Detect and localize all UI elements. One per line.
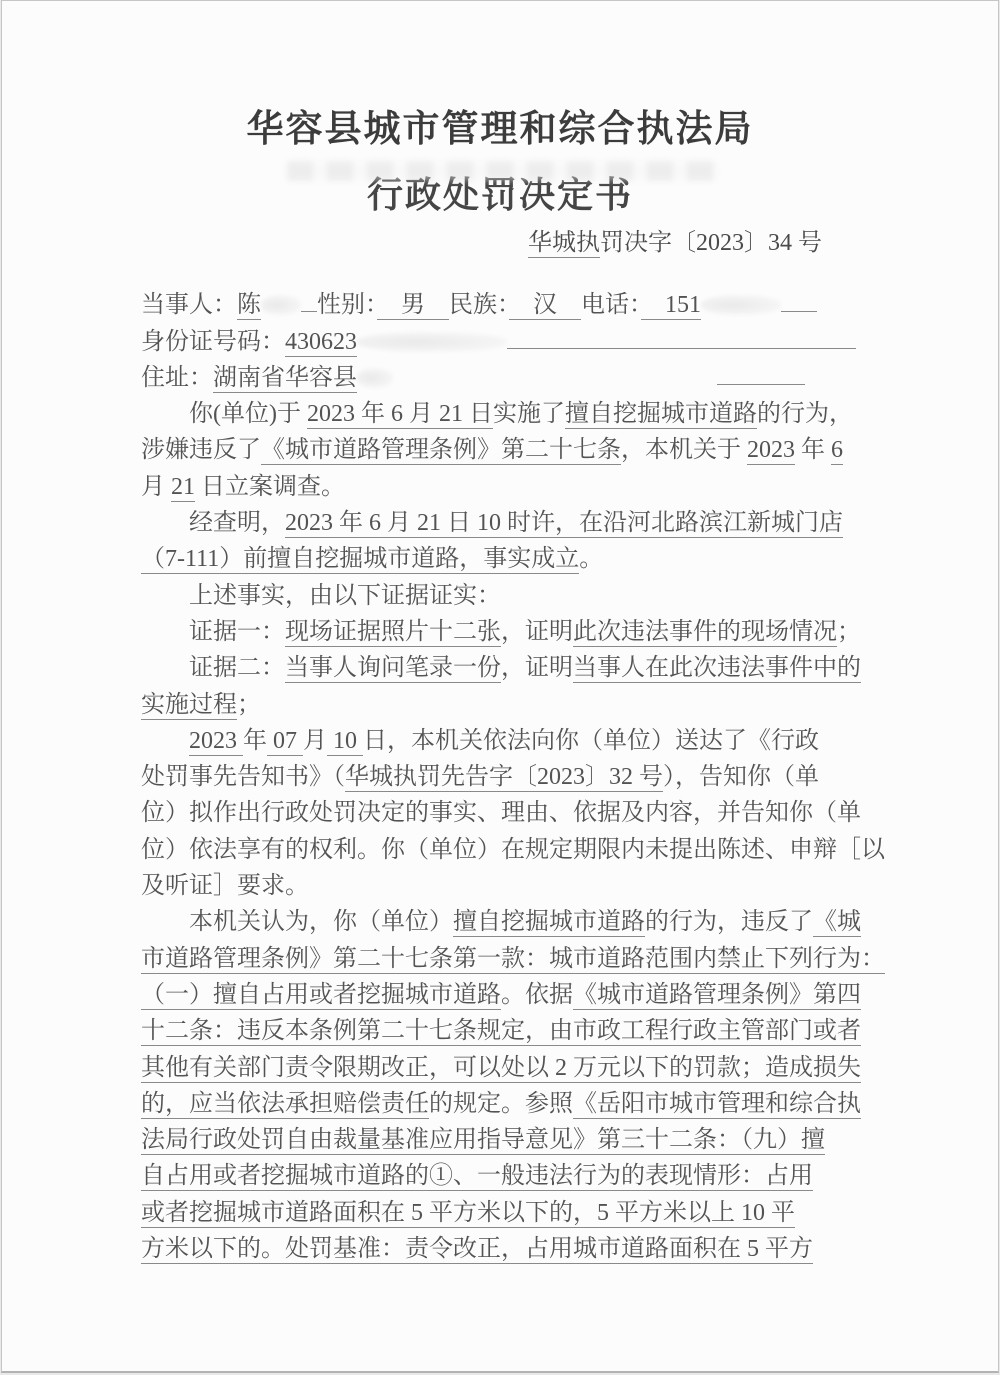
page-title: 华容县城市管理和综合执法局 — [246, 108, 754, 149]
form-text: 的行为， — [756, 401, 853, 428]
form-text: 当事人： — [141, 292, 237, 319]
form-text: 实施了 — [492, 401, 565, 428]
form-text: 身份证号码： — [141, 328, 285, 355]
form-text: 你(单位)于 — [189, 401, 307, 428]
blank-underline — [781, 307, 817, 312]
document-line — [141, 759, 863, 795]
filled-in-text: 方米以下的。处罚基准：责令改正，占用城市道路面积在 5 平方 — [141, 1236, 813, 1263]
filled-in-text: 2023 年 6 月 21 日 — [306, 401, 493, 428]
filled-in-text: 《岳阳市城市管理和综合执 — [573, 1090, 861, 1117]
filled-in-text: 擅自挖掘城市道路 — [564, 401, 757, 428]
form-text: ，证明 — [501, 618, 573, 645]
form-text: 经查明， — [189, 510, 285, 537]
document-line — [141, 396, 863, 432]
scan-bleedthrough-artifact — [287, 161, 717, 181]
filled-in-text: （7-111）前擅自挖掘城市道路，事实成立 — [141, 546, 580, 573]
filled-in-text: 《城市道路管理条例》第四 — [573, 981, 861, 1008]
document-line — [141, 1158, 863, 1194]
filled-in-text: 21 — [171, 473, 195, 500]
form-text: 电话： — [581, 292, 641, 319]
form-text: 处罚事先告知书》（ — [141, 764, 345, 791]
document-line — [141, 324, 863, 360]
redaction-blob — [357, 368, 393, 388]
filled-in-text: 其他有关部门责令限期改正，可以处以 2 万元以下的罚款；造成损失 — [141, 1054, 861, 1081]
filled-in-text: 汉 — [509, 292, 581, 319]
document-line — [141, 941, 885, 977]
filled-in-text: 《城 — [813, 909, 861, 936]
filled-in-text: 湖南省华容县 — [213, 364, 357, 391]
filled-in-text: 的，应当依法承担赔偿责任 — [141, 1090, 429, 1117]
filled-in-text: 151 — [641, 292, 701, 319]
form-text: 涉嫌违反了 — [141, 437, 261, 464]
filled-in-text: （一）擅自占用或者挖掘城市道路 — [141, 981, 501, 1008]
filled-in-text: 2023 — [189, 727, 243, 754]
blank-underline — [507, 344, 856, 349]
filled-in-text: 或者挖掘城市道路面积在 5 平方米以下的，5 平方米以上 10 平 — [141, 1199, 795, 1226]
document-line — [141, 977, 863, 1013]
form-text: 证据二： — [189, 655, 285, 682]
filled-in-text: 十二条：违反本条例第二十七条规定，由市政工程行政主管部门或者 — [141, 1018, 861, 1045]
document-line — [141, 432, 863, 468]
redaction-blob — [261, 295, 301, 315]
filled-in-text: 07 — [267, 727, 303, 754]
filled-in-text: 法局行政处罚自由裁量基准应用指导意见》第三十二条：（九）擅 — [141, 1127, 825, 1154]
filled-in-text: 自占用或者挖掘城市道路的①、一般违法行为的表现情形：占用 — [141, 1163, 813, 1190]
form-text: ，证明 — [501, 655, 573, 682]
form-text: 日，本机关依法向你（单位）送达了《行政 — [363, 727, 819, 754]
form-text: 住址： — [141, 364, 213, 391]
filled-in-text: 实施过程 — [141, 691, 237, 718]
form-text: 年 — [795, 437, 831, 464]
document-line — [141, 904, 863, 940]
document-line — [141, 650, 863, 686]
form-text: 证据一： — [189, 618, 285, 645]
form-text: ），告知你（单 — [663, 764, 819, 791]
form-text: 月 — [303, 727, 327, 754]
document-page — [1, 0, 999, 1373]
filled-in-text: 当事人在此次违法事件中的 — [573, 655, 861, 682]
document-line — [141, 1231, 863, 1267]
form-text: 。 — [579, 546, 604, 573]
filled-in-text: 430623 — [285, 328, 357, 355]
filled-in-text: 2023 年 6 月 21 日 10 时许，在沿河北路滨江新城门店 — [285, 510, 843, 537]
form-text: 上述事实，由以下证据证实： — [189, 582, 501, 609]
filled-in-text: 10 — [327, 727, 363, 754]
form-text: ； — [837, 618, 861, 645]
document-line — [141, 687, 863, 723]
form-text: 罚决字〔2023〕34 号 — [600, 230, 822, 256]
document-line — [141, 1050, 863, 1086]
document-line — [141, 360, 863, 396]
form-text: 日立案调查。 — [195, 473, 345, 500]
page-subtitle: 行政处罚决定书 — [366, 174, 633, 215]
form-text: 位）依法享有的权利。你（单位）在规定期限内未提出陈述、申辩［以 — [141, 836, 885, 863]
document-line — [141, 614, 863, 650]
document-line — [141, 1122, 863, 1158]
filled-in-text: 《城市道路管理条例》第二十七条 — [261, 437, 621, 464]
blank-underline — [717, 380, 805, 385]
filled-in-text: 擅自挖掘城市道路 — [453, 909, 645, 936]
form-text: ； — [237, 691, 261, 718]
document-line — [141, 287, 863, 323]
form-text: 及听证］要求。 — [141, 873, 309, 900]
filled-in-text: 现场证据照片十二张 — [285, 618, 501, 645]
spacer — [393, 383, 717, 385]
document-line — [141, 541, 863, 577]
document-line — [141, 832, 885, 868]
document-line — [141, 505, 863, 541]
filled-in-text: 华城执罚先告字〔2023〕32 号 — [345, 764, 663, 791]
form-text: 的规定。参照 — [429, 1090, 573, 1117]
document-line — [141, 1013, 863, 1049]
filled-in-text: 陈 — [237, 292, 261, 319]
form-text: 位）拟作出行政处罚决定的事实、理由、依据及内容，并告知你（单 — [141, 800, 861, 827]
filled-in-text: 当事人询问笔录一份 — [285, 655, 501, 682]
document-body — [141, 225, 885, 1267]
form-text: 年 — [243, 727, 267, 754]
filled-in-text: 此次违法事件的现场情况 — [573, 618, 837, 645]
filled-in-text: 2023 — [747, 437, 795, 464]
form-text: 的行为，违反了 — [645, 909, 813, 936]
form-text: 本机关认为，你（单位） — [189, 909, 453, 936]
document-number — [141, 225, 824, 261]
document-line — [141, 1195, 863, 1231]
redaction-blob — [357, 332, 507, 352]
filled-in-text: 市道路管理条例》第二十七条第一款：城市道路范围内禁止下列行为： — [141, 945, 885, 972]
document-header — [2, 1, 998, 217]
form-text: 月 — [141, 473, 171, 500]
filled-in-text: 男 — [377, 292, 449, 319]
document-line — [141, 723, 863, 759]
redaction-blob — [701, 295, 781, 315]
form-text: 民族： — [449, 292, 509, 319]
document-line — [141, 795, 863, 831]
document-line — [141, 1086, 863, 1122]
document-line — [141, 469, 863, 505]
form-text: 。依据 — [501, 981, 573, 1008]
blank-underline — [301, 307, 317, 312]
filled-in-text: 6 — [831, 437, 843, 464]
form-text: ，本机关于 — [621, 437, 747, 464]
document-line — [141, 578, 863, 614]
form-text: 性别： — [317, 292, 377, 319]
filled-in-text: 华城执 — [528, 230, 600, 256]
document-line — [141, 868, 863, 904]
